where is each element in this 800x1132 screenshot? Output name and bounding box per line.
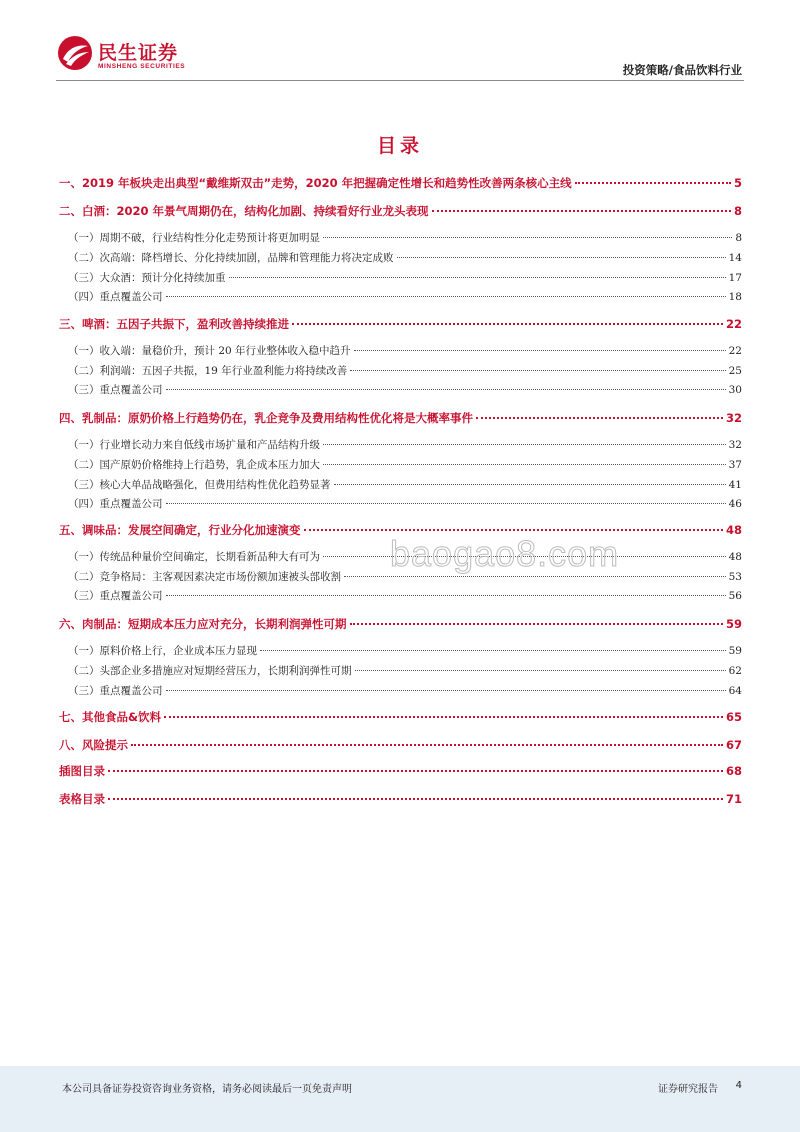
- toc-entry-page: 71: [725, 792, 742, 806]
- toc-leader-dots: [292, 322, 723, 325]
- toc-entry-label: 插图目录: [59, 764, 105, 778]
- toc-entry-label: 一、2019 年板块走出典型“戴维斯双击”走势，2020 年把握确定性增长和趋势性改善两条核心主线: [59, 176, 572, 190]
- toc-entry-page: 22: [728, 345, 742, 357]
- toc-subsection-entry[interactable]: [68, 496, 742, 514]
- toc-leader-dots: [164, 715, 723, 718]
- logo-mark-icon: [56, 34, 94, 72]
- toc-leader-dots: [344, 575, 726, 577]
- toc-entry-page: 65: [725, 710, 742, 724]
- toc-entry-page: 62: [728, 665, 742, 677]
- toc-leader-dots: [355, 669, 726, 671]
- toc-leader-dots: [166, 295, 726, 297]
- toc-entry-label: 六、肉制品：短期成本压力应对充分，长期利润弹性可期: [59, 617, 347, 631]
- toc-leader-dots: [323, 463, 726, 465]
- toc-section-entry[interactable]: [59, 203, 742, 221]
- toc-section-entry[interactable]: [59, 763, 742, 781]
- toc-section-entry[interactable]: [59, 791, 742, 809]
- toc-subsection-entry[interactable]: [68, 230, 742, 248]
- toc-entry-label: （三）重点覆盖公司: [68, 590, 163, 602]
- toc-entry-label: （二）利润端：五因子共振，19 年行业盈利能力将持续改善: [68, 365, 348, 377]
- toc-section-entry[interactable]: [59, 737, 742, 755]
- toc-entry-label: 五、调味品：发展空间确定，行业分化加速演变: [59, 523, 301, 537]
- toc-entry-page: 53: [728, 571, 742, 583]
- toc-entry-label: （二）竞争格局：主客观因素决定市场份额加速被头部收割: [68, 571, 341, 583]
- toc-entry-page: 48: [728, 551, 742, 563]
- toc-entry-page: 32: [728, 439, 742, 451]
- toc-entry-label: 表格目录: [59, 792, 105, 806]
- toc-entry-label: （二）次高端：降档增长、分化持续加剧，品牌和管理能力将决定成败: [68, 252, 394, 264]
- report-category: 投资策略/食品饮料行业: [622, 63, 742, 77]
- toc-entry-page: 8: [735, 232, 742, 244]
- logo-text-cn: 民生证券: [98, 42, 179, 64]
- footer-report-type: 证券研究报告: [658, 1084, 718, 1095]
- company-logo: [56, 34, 206, 74]
- toc-entry-page: 5: [733, 176, 742, 190]
- toc-entry-label: （三）重点覆盖公司: [68, 685, 163, 697]
- toc-subsection-entry[interactable]: [68, 643, 742, 661]
- toc-entry-page: 8: [733, 204, 742, 218]
- toc-entry-page: 59: [728, 645, 742, 657]
- toc-subsection-entry[interactable]: [68, 270, 742, 288]
- toc-entry-page: 59: [725, 617, 742, 631]
- watermark: baogao8.com: [390, 533, 620, 574]
- toc-leader-dots: [304, 528, 723, 531]
- toc-entry-label: （一）周期不破，行业结构性分化走势预计将更加明显: [68, 232, 320, 244]
- toc-subsection-entry[interactable]: [68, 289, 742, 307]
- toc-entry-label: （四）重点覆盖公司: [68, 291, 163, 303]
- toc-section-entry[interactable]: [59, 316, 742, 334]
- toc-entry-page: 41: [728, 479, 742, 491]
- toc-subsection-entry[interactable]: [68, 363, 742, 381]
- toc-entry-label: （一）传统品种量价空间确定，长期看新品种大有可为: [68, 551, 320, 563]
- toc-entry-page: 68: [725, 764, 742, 778]
- toc-entry-page: 67: [725, 738, 742, 752]
- toc-entry-label: 二、白酒：2020 年景气周期仍在，结构化加剧、持续看好行业龙头表现: [59, 204, 429, 218]
- toc-leader-dots: [166, 502, 726, 504]
- toc-leader-dots: [397, 256, 726, 258]
- toc-section-entry[interactable]: [59, 709, 742, 727]
- toc-entry-label: （二）头部企业多措施应对短期经营压力，长期利润弹性可期: [68, 665, 352, 677]
- toc-entry-label: （三）大众酒：预计分化持续加重: [68, 272, 226, 284]
- toc-subsection-entry[interactable]: [68, 477, 742, 495]
- header-divider: [56, 80, 744, 81]
- toc-entry-label: （三）核心大单品战略强化，但费用结构性优化趋势显著: [68, 479, 331, 491]
- toc-entry-label: （二）国产原奶价格维持上行趋势，乳企成本压力加大: [68, 459, 320, 471]
- toc-leader-dots: [108, 797, 723, 800]
- toc-subsection-entry[interactable]: [68, 457, 742, 475]
- toc-entry-label: 四、乳制品：原奶价格上行趋势仍在，乳企竞争及费用结构性优化将是大概率事件: [59, 411, 473, 425]
- toc-entry-page: 37: [728, 459, 742, 471]
- toc-section-entry[interactable]: [59, 616, 742, 634]
- toc-entry-page: 46: [728, 498, 742, 510]
- toc-entry-page: 22: [725, 317, 742, 331]
- toc-entry-page: 48: [725, 523, 742, 537]
- toc-leader-dots: [166, 689, 726, 691]
- toc-subsection-entry[interactable]: [68, 588, 742, 606]
- toc-entry-label: （四）重点覆盖公司: [68, 498, 163, 510]
- toc-entry-label: （一）原料价格上行，企业成本压力显现: [68, 645, 257, 657]
- toc-leader-dots: [350, 369, 725, 371]
- toc-leader-dots: [350, 622, 723, 625]
- toc-subsection-entry[interactable]: [68, 683, 742, 701]
- toc-entry-label: 七、其他食品&饮料: [59, 710, 162, 724]
- footer-page-number: 4: [735, 1080, 742, 1091]
- toc-entry-label: 八、风险提示: [59, 738, 128, 752]
- toc-leader-dots: [166, 594, 726, 596]
- toc-entry-page: 32: [725, 411, 742, 425]
- toc-subsection-entry[interactable]: [68, 250, 742, 268]
- toc-leader-dots: [108, 769, 723, 772]
- toc-leader-dots: [323, 443, 726, 445]
- toc-leader-dots: [323, 236, 732, 238]
- toc-leader-dots: [476, 416, 723, 419]
- toc-subsection-entry[interactable]: [68, 663, 742, 681]
- logo-text-en: MINSHENG SECURITIES: [98, 63, 186, 70]
- toc-entry-page: 30: [728, 384, 742, 396]
- toc-entry-label: （一）行业增长动力来自低线市场扩量和产品结构升级: [68, 439, 320, 451]
- toc-entry-label: （三）重点覆盖公司: [68, 384, 163, 396]
- toc-entry-page: 17: [728, 272, 742, 284]
- toc-leader-dots: [131, 743, 723, 746]
- toc-leader-dots: [334, 483, 726, 485]
- toc-subsection-entry[interactable]: [68, 343, 742, 361]
- toc-entry-page: 56: [728, 590, 742, 602]
- toc-title: 目录: [376, 135, 423, 157]
- page-footer: [0, 1066, 800, 1132]
- footer-disclaimer: 本公司具备证券投资咨询业务资格，请务必阅读最后一页免责声明: [62, 1084, 352, 1095]
- toc-leader-dots: [260, 649, 726, 651]
- toc-section-entry[interactable]: [59, 175, 742, 193]
- toc-entry-page: 14: [728, 252, 742, 264]
- toc-subsection-entry[interactable]: [68, 437, 742, 455]
- toc-entry-label: （一）收入端：量稳价升，预计 20 年行业整体收入稳中趋升: [68, 345, 351, 357]
- toc-leader-dots: [229, 276, 726, 278]
- page-header: [0, 0, 800, 82]
- toc-subsection-entry[interactable]: [68, 382, 742, 400]
- toc-leader-dots: [166, 388, 726, 390]
- toc-leader-dots: [354, 349, 726, 351]
- toc-section-entry[interactable]: [59, 410, 742, 428]
- toc-leader-dots: [432, 209, 731, 212]
- toc-entry-page: 25: [728, 365, 742, 377]
- toc-entry-page: 64: [728, 685, 742, 697]
- toc-entry-page: 18: [728, 291, 742, 303]
- toc-entry-label: 三、啤酒：五因子共振下，盈利改善持续推进: [59, 317, 289, 331]
- toc-leader-dots: [575, 181, 731, 184]
